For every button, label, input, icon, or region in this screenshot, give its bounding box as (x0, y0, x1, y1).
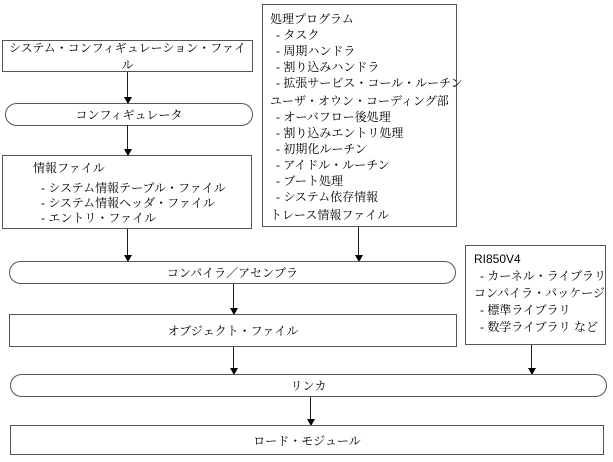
standard-library-item: - 標準ライブラリ (480, 303, 571, 317)
linker-box (10, 374, 607, 397)
processing-programs-title: 処理プログラム (270, 12, 354, 26)
compiler-package-title: コンパイラ・パッケージ (474, 286, 605, 300)
processing-programs-box (262, 4, 463, 227)
load-module-box (10, 425, 604, 455)
object-file-box (9, 314, 457, 347)
processing-programs-item: - オーバフロー後処理 (276, 110, 391, 124)
system-configuration-file-box (2, 40, 253, 72)
compiler-assembler-box (9, 261, 456, 284)
processing-programs-item: - システム依存情報 (276, 190, 379, 204)
ri850v4-title: RI850V4 (474, 252, 521, 266)
processing-programs-item: - 周期ハンドラ (276, 44, 356, 58)
processing-programs-item: - 初期化ルーチン (276, 142, 367, 156)
math-library-item: - 数学ライブラリ など (480, 320, 598, 334)
arrow-object-file-to-linker (233, 347, 234, 374)
information-files-title: 情報ファイル (33, 161, 105, 175)
processing-programs-item: - 割り込みハンドラ (276, 60, 380, 74)
processing-programs-item: - 割り込みエントリ処理 (276, 126, 404, 140)
configurator-label: コンフィギュレータ (75, 108, 183, 122)
arrow-compiler-to-object-file (233, 284, 234, 314)
arrow-libraries-to-linker (531, 345, 532, 374)
arrow-processing-to-compiler (358, 227, 359, 261)
system-configuration-file-label: システム・コンフィギュレーション・ファイル (8, 41, 247, 72)
arrow-info-files-to-compiler (127, 229, 128, 261)
user-own-coding-section-title: ユーザ・オウン・コーディング部 (270, 94, 449, 108)
compiler-assembler-label: コンパイラ／アセンブラ (166, 266, 299, 280)
ri850v4-libraries-box (465, 245, 606, 345)
trace-information-file-label: トレース情報ファイル (270, 208, 390, 222)
processing-programs-item: - アイドル・ルーチン (276, 158, 390, 172)
processing-programs-item: - 拡張サービス・コール・ルーチン (276, 76, 463, 90)
information-files-item: - システム情報ヘッダ・ファイル (41, 196, 215, 210)
kernel-library-item: - カーネル・ライブラリ (480, 269, 607, 283)
configurator-box (5, 103, 253, 126)
processing-programs-item: - ブート処理 (276, 174, 343, 188)
object-file-label: オブジェクト・ファイル (167, 324, 299, 338)
load-module-label: ロード・モジュール (253, 433, 361, 448)
information-files-box (2, 155, 252, 229)
arrow-linker-to-load-module (310, 397, 311, 425)
processing-programs-item: - タスク (276, 28, 320, 42)
information-files-item: - システム情報テーブル・ファイル (41, 181, 226, 195)
linker-label: リンカ (290, 379, 327, 393)
arrow-sysconfig-to-configurator (127, 72, 128, 103)
arrow-configurator-to-info-files (127, 125, 128, 155)
information-files-item: - エントリ・ファイル (41, 211, 157, 225)
